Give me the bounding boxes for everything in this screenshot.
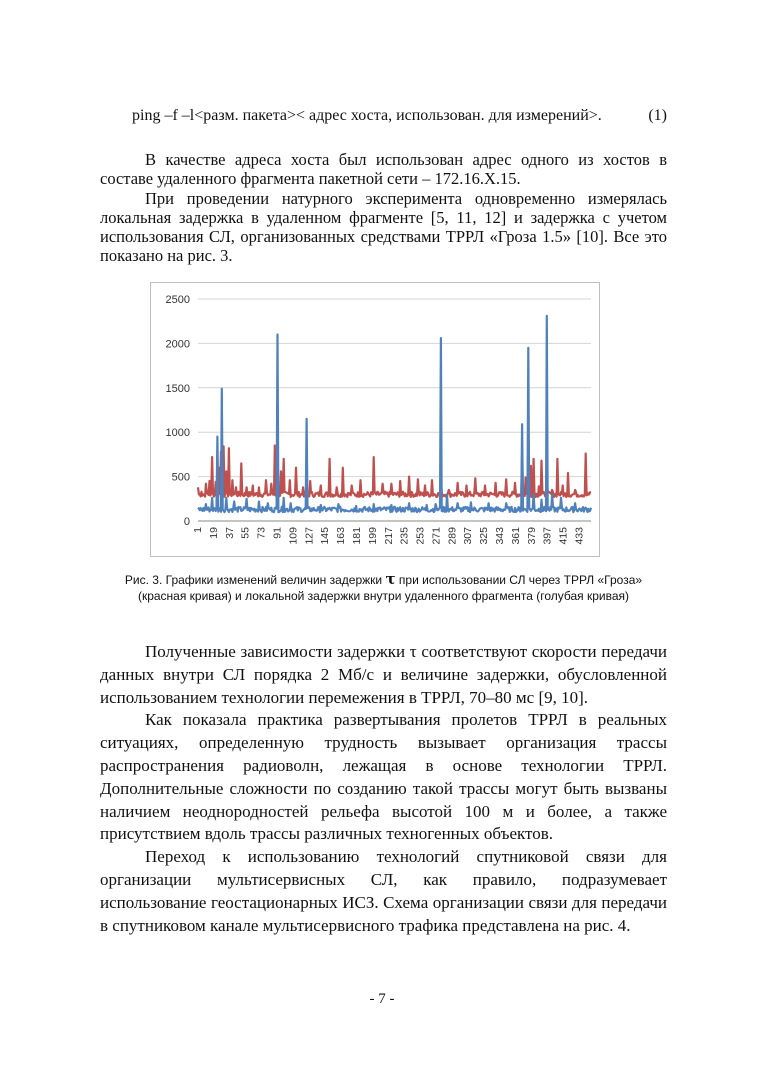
figure-caption (100, 571, 667, 604)
x-tick-label: 253 (414, 527, 427, 545)
paragraph: Полученные зависимости задержки τ соответствуют скорости передачи данных внутри СЛ порядка 2 Мб/с и величине задержки, обусловленной использованием технологии перемежения в ТРРЛ, 70–80 мс [9, 10]. (100, 642, 667, 707)
x-tick-label: 271 (430, 527, 443, 545)
x-tick-label: 163 (335, 527, 348, 545)
x-tick-label: 361 (509, 527, 522, 545)
delay-chart (150, 282, 600, 557)
y-tick-label: 1500 (165, 382, 190, 395)
y-tick-label: 0 (183, 516, 190, 528)
x-tick-label: 1 (192, 527, 204, 533)
paragraph: Как показала практика развертывания пролетов ТРРЛ в реальных ситуациях, определенную трудность вызывает организация трассы распространения радиоволн, лежащая в основе технологии ТРРЛ. Дополнительные сложности по созданию такой трассы могут быть вызваны наличием неоднородностей рельефа высотой 100 м и более, а также присутствием вдоль трассы различных техногенных объектов. (100, 710, 667, 844)
x-tick-label: 73 (255, 527, 268, 539)
x-tick-label: 307 (462, 527, 475, 545)
x-tick-label: 181 (350, 527, 363, 545)
x-tick-label: 109 (287, 527, 300, 545)
x-tick-label: 397 (541, 527, 554, 545)
x-tick-label: 379 (525, 527, 538, 545)
y-tick-label: 500 (171, 471, 190, 484)
x-tick-label: 199 (366, 527, 379, 545)
x-tick-label: 37 (223, 527, 236, 539)
paragraph: В качестве адреса хоста был использован адрес одного из хостов в составе удаленного фрагмента пакетной сети – 172.16.X.15. (100, 150, 667, 189)
formula-number: (1) (648, 107, 667, 124)
paragraph: При проведении натурного эксперимента одновременно измерялась локальная задержка в удаленном фрагменте [5, 11, 12] и задержка с учетом использования СЛ, организованных средствами ТРРЛ «Гроза 1.5» [10]. Все это показано на рис. 3. (100, 188, 667, 266)
x-tick-label: 145 (319, 527, 332, 545)
y-tick-label: 1000 (165, 427, 190, 440)
formula-text: ping –f –l<разм. пакета>< адрес хоста, использован. для измерений>. (132, 107, 602, 124)
x-tick-label: 91 (271, 527, 284, 539)
x-tick-label: 235 (398, 527, 411, 545)
page-number: - 7 - (369, 991, 395, 1007)
x-tick-label: 325 (478, 527, 491, 545)
x-tick-label: 343 (494, 527, 507, 545)
x-tick-label: 55 (239, 527, 252, 539)
text-block-top (100, 150, 667, 266)
delay-chart-svg (151, 283, 599, 556)
caption-part2: при использовании СЛ через ТРРЛ «Гроза» (красная кривая) и локальной задержки внутри удаленного фрагмента (голубая кривая) (137, 573, 643, 603)
x-tick-label: 217 (382, 527, 395, 545)
y-tick-label: 2000 (165, 338, 190, 351)
series-line-red (198, 444, 591, 497)
text-block-bottom (100, 641, 667, 937)
paragraph: Переход к использованию технологий спутниковой связи для организации мультисервисных СЛ, как правило, подразумевает использование геостационарных ИСЗ. Схема организации связи для передачи в спутниковом канале мультисервисного трафика представлена на рис. 4. (100, 847, 667, 935)
caption-part1: Рис. 3. Графики изменений величин задержки (124, 573, 383, 587)
x-tick-label: 289 (446, 527, 459, 545)
x-tick-label: 415 (557, 527, 570, 545)
y-tick-label: 2500 (165, 294, 190, 306)
formula-line (132, 107, 667, 125)
x-tick-label: 19 (207, 527, 220, 539)
x-tick-label: 127 (303, 527, 316, 545)
x-tick-label: 433 (573, 527, 586, 545)
caption-tau-symbol: τ (385, 570, 396, 588)
